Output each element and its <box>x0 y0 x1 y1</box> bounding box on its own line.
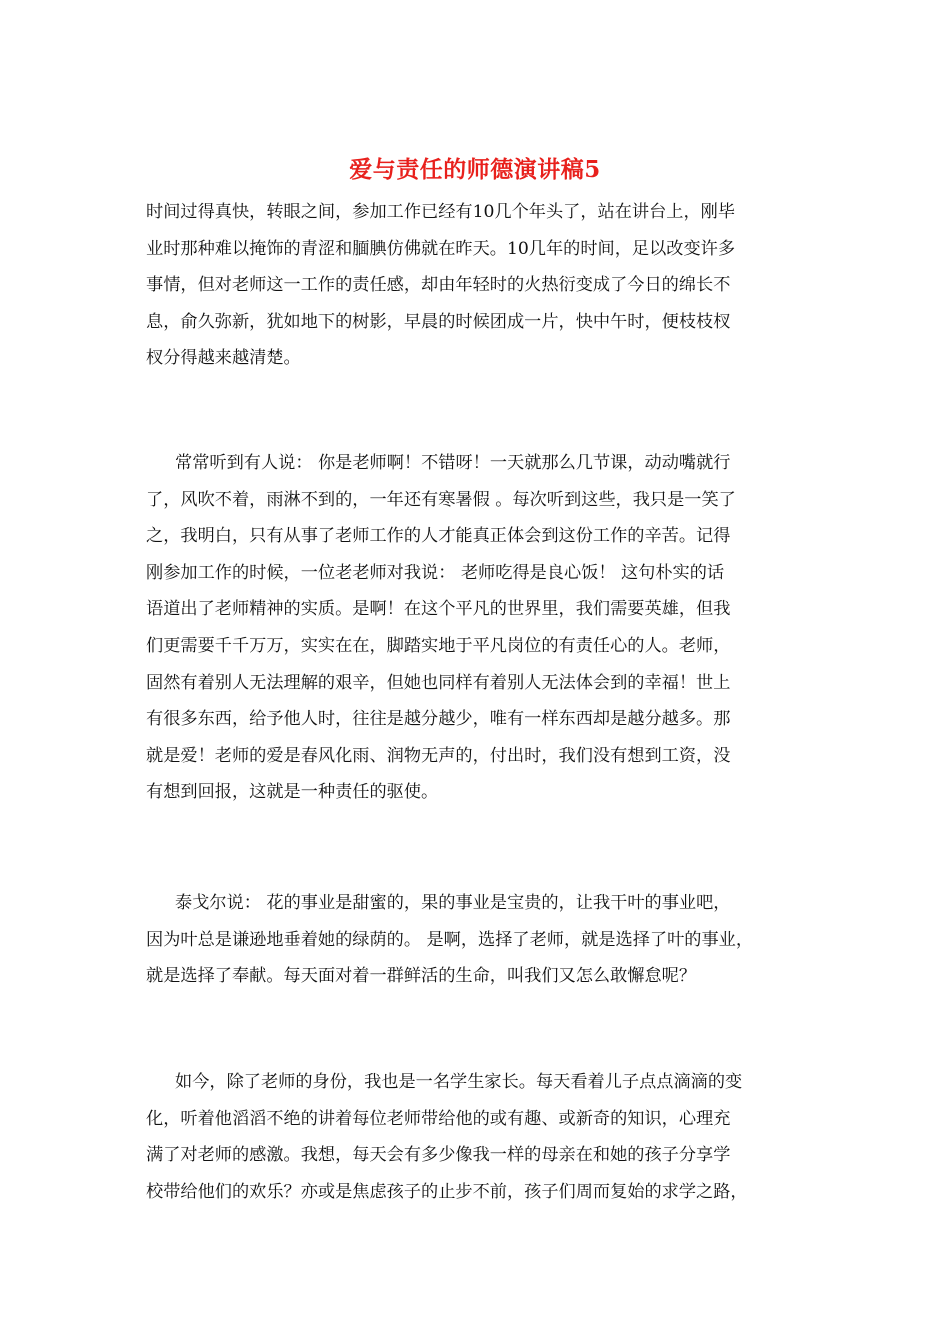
paragraph-line: 语道出了老师精神的实质。是啊！在这个平凡的世界里，我们需要英雄，但我 <box>146 599 731 620</box>
paragraph-line: 时间过得真快，转眼之间，参加工作已经有10几个年头了，站在讲台上，刚毕 <box>146 202 736 222</box>
paragraph-line: 事情，但对老师这一工作的责任感，却由年轻时的火热衍变成了今日的绵长不 <box>146 275 731 296</box>
paragraph-line: 有很多东西，给予他人时，往往是越分越少，唯有一样东西却是越分越多。那 <box>146 709 731 730</box>
paragraph-line: 们更需要千千万万，实实在在，脚踏实地于平凡岗位的有责任心的人。老师， <box>146 635 731 656</box>
paragraph-line: 了，风吹不着，雨淋不到的，一年还有寒暑假 。每次听到这些，我只是一笑了 <box>146 489 736 510</box>
paragraph-line: 有想到回报，这就是一种责任的驱使。 <box>146 782 439 803</box>
paragraph-line: 刚参加工作的时候，一位老老师对我说： 老师吃得是良心饭！ 这句朴实的话 <box>146 562 725 583</box>
paragraph-2 <box>146 445 736 811</box>
paragraph-line: 固然有着别人无法理解的艰辛，但她也同样有着别人无法体会到的幸福！世上 <box>146 672 731 693</box>
paragraph-4 <box>146 1064 748 1210</box>
document-title: 爱与责任的师德演讲稿5 <box>349 156 601 183</box>
paragraph-line: 如今，除了老师的身份，我也是一名学生家长。每天看着儿子点点滴滴的变 <box>175 1072 743 1092</box>
paragraph-line: 校带给他们的欢乐？亦或是焦虑孩子的止步不前，孩子们周而复始的求学之路， <box>146 1181 748 1202</box>
paragraph-line: 就是选择了奉献。每天面对着一群鲜活的生命，叫我们又怎么敢懈怠呢？ <box>146 966 697 987</box>
paragraph-line: 就是爱！老师的爱是春风化雨、润物无声的，付出时，我们没有想到工资，没 <box>146 745 731 766</box>
paragraph-line: 业时那种难以掩饰的青涩和腼腆仿佛就在昨天。10几年的时间，足以改变许多 <box>146 238 736 259</box>
paragraph-line: 之，我明白，只有从事了老师工作的人才能真正体会到这份工作的辛苦。记得 <box>146 526 731 547</box>
paragraph-1 <box>146 194 735 377</box>
paragraph-line: 因为叶总是谦逊地垂着她的绿荫的。 是啊，选择了老师，就是选择了叶的事业， <box>146 929 754 950</box>
paragraph-line: 泰戈尔说： 花的事业是甜蜜的，果的事业是宝贵的，让我干叶的事业吧， <box>175 893 731 913</box>
paragraph-3 <box>146 885 753 995</box>
paragraph-line: 化，听着他滔滔不绝的讲着每位老师带给他的或有趣、或新奇的知识，心理充 <box>146 1108 731 1129</box>
paragraph-line: 杈分得越来越清楚。 <box>146 348 301 369</box>
paragraph-line: 息，俞久弥新，犹如地下的树影，早晨的时候团成一片，快中午时，便枝枝杈 <box>146 311 731 332</box>
paragraph-line: 满了对老师的感激。我想，每天会有多少像我一样的母亲在和她的孩子分享学 <box>146 1145 731 1166</box>
paragraph-line: 常常听到有人说： 你是老师啊！不错呀！一天就那么几节课，动动嘴就行 <box>175 453 731 473</box>
